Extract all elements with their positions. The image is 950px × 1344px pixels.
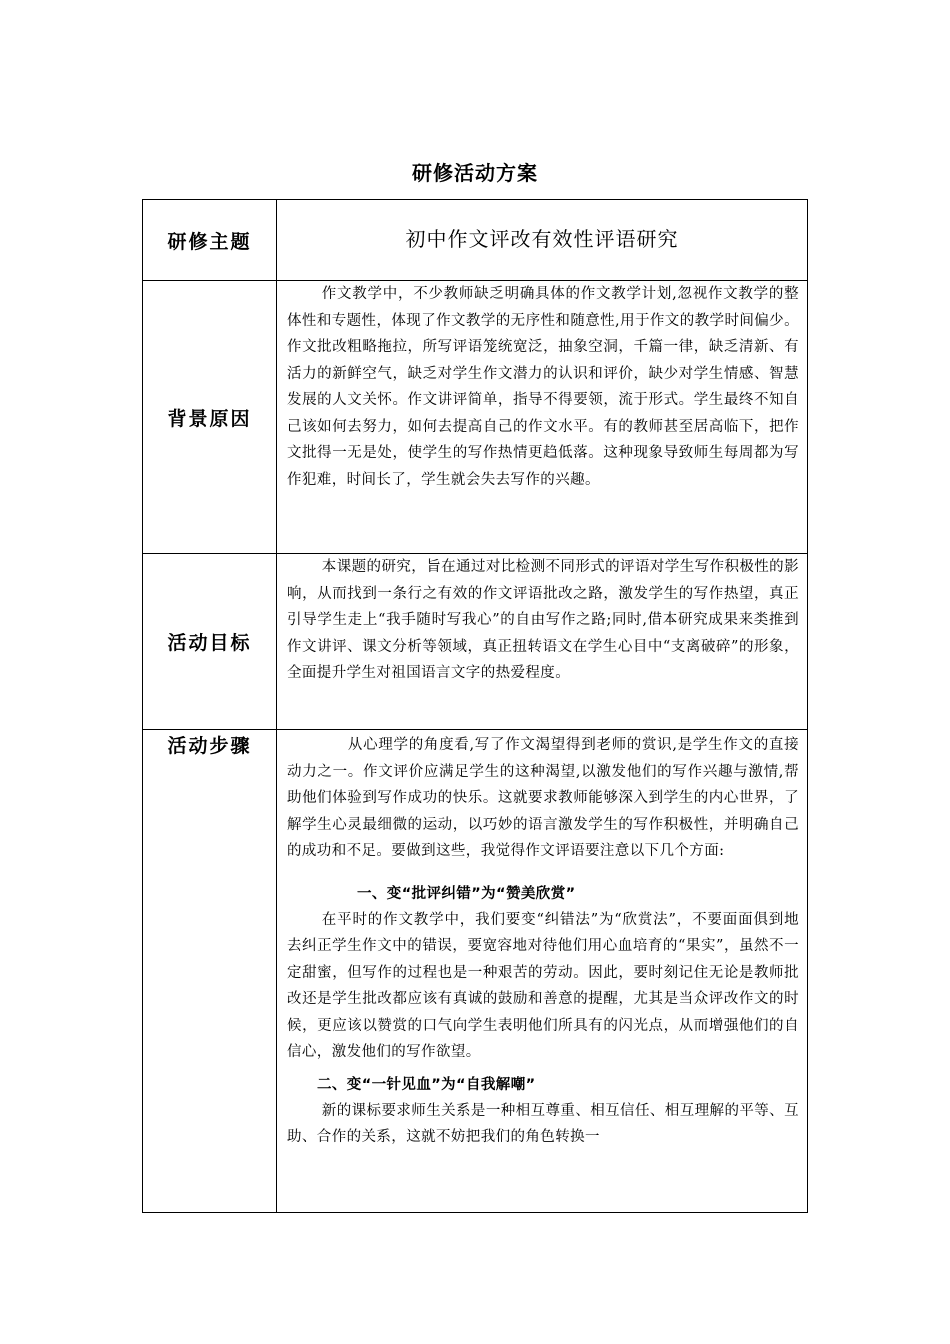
table-row-steps xyxy=(143,730,808,1213)
goal-paragraph: 本课题的研究，旨在通过对比检测不同形式的评语对学生写作积极性的影响，从而找到一条行之有效的作文评语批改之路，激发学生的写作热望，真正引导学生走上“我手随时写我心”的自由写作之路;同时,借本研究成果来类推到作文讲评、课文分析等领域，真正扭转语文在学生心目中“支离破碎”的形象，全面提升学生对祖国语言文字的热爱程度。 xyxy=(287,559,799,681)
background-text-block xyxy=(277,281,807,493)
label-cell-background xyxy=(143,281,277,554)
steps-content xyxy=(277,730,807,1212)
background-label: 背景原因 xyxy=(167,407,252,430)
steps-label: 活动步骤 xyxy=(167,735,252,757)
section1-paragraph: 在平时的作文教学中，我们要变“纠错法”为“欣赏法”，不要面面俱到地去纠正学生作文中的错误，要宽容地对待他们用心血培育的“果实”，虽然不一定甜蜜，但写作的过程也是一种艰苦的劳动。因此，要时刻记住无论是教师批改还是学生批改都应该有真诚的鼓励和善意的提醒，尤其是当众评改作文的时候，更应该以赞赏的口气向学生表明他们所具有的闪光点，从而增强他们的自信心，激发他们的写作欲望。 xyxy=(287,911,799,1060)
label-cell-topic xyxy=(143,200,277,281)
label-cell-steps xyxy=(143,730,277,1213)
steps-text-block xyxy=(277,730,807,1151)
topic-label: 研修主题 xyxy=(167,230,252,253)
section1-heading: 一、变“批评纠错”为“赞美欣赏” xyxy=(357,885,576,902)
value-cell-topic xyxy=(277,200,808,281)
steps-intro-paragraph: 从心理学的角度看,写了作文渴望得到老师的赏识,是学生作文的直接动力之一。作文评价应满足学生的这种渴望,以激发他们的写作兴趣与激情,帮助他们体验到写作成功的快乐。这就要求教师能够深入到学生的内心世界，了解学生心灵最细微的运动，以巧妙的语言激发学生的写作积极性，并明确自己的成功和不足。要做到这些，我觉得作文评语要注意以下几个方面: xyxy=(287,737,799,859)
value-cell-steps xyxy=(277,730,808,1213)
value-cell-goal xyxy=(277,554,808,730)
table-row-goal xyxy=(143,554,808,730)
goal-label: 活动目标 xyxy=(167,632,252,654)
background-paragraph: 作文教学中，不少教师缺乏明确具体的作文教学计划,忽视作文教学的整体性和专题性，体现了作文教学的无序性和随意性,用于作文的教学时间偏少。作文批改粗略拖拉，所写评语笼统宽泛，抽象空洞，千篇一律，缺乏清新、有活力的新鲜空气，缺乏对学生作文潜力的认识和评价，缺少对学生情感、智慧发展的人文关怀。作文讲评简单，指导不得要领，流于形式。学生最终不知自己该如何去努力，如何去提高自己的作文水平。有的教师甚至居高临下，把作文批得一无是处，使学生的写作热情更趋低落。这种现象导致师生每周都为写作犯难，时间长了，学生就会失去写作的兴趣。 xyxy=(287,286,799,488)
table-row-background xyxy=(143,281,808,554)
plan-table xyxy=(142,199,808,1213)
section2-heading: 二、变“一针见血”为“自我解嘲” xyxy=(317,1076,536,1093)
goal-text-block xyxy=(277,554,807,687)
document-title: 研修活动方案 xyxy=(412,161,538,185)
label-cell-goal xyxy=(143,554,277,730)
value-cell-background xyxy=(277,281,808,554)
table-row-topic xyxy=(143,200,808,281)
section2-paragraph: 新的课标要求师生关系是一种相互尊重、相互信任、相互理解的平等、互助、合作的关系，这就不妨把我们的角色转换一 xyxy=(287,1102,799,1145)
topic-value: 初中作文评改有效性评语研究 xyxy=(405,227,679,251)
